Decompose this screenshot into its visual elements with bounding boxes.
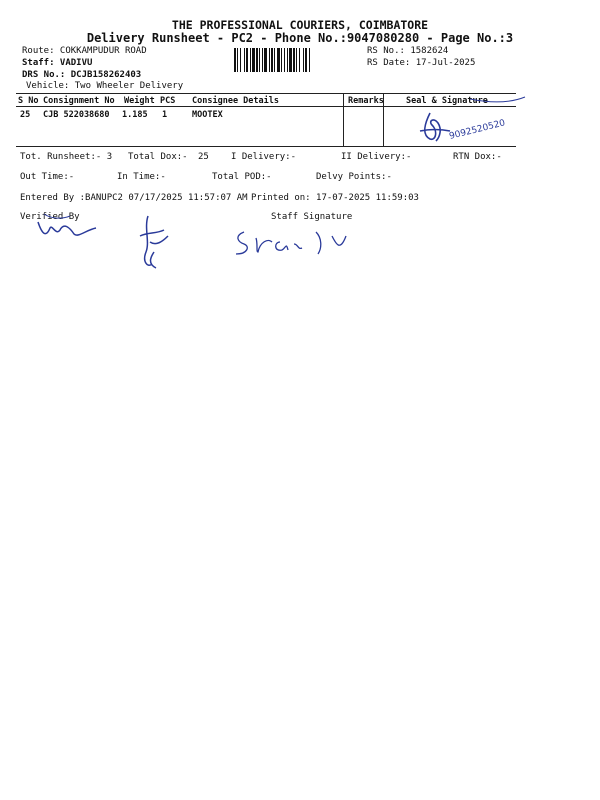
verifier-signature-1 [30, 208, 110, 243]
th-seal-signature: Seal & Signature [406, 96, 488, 106]
delvy-points: Delvy Points:- [316, 172, 392, 182]
staff-text: Staff: VADIVU [22, 58, 93, 68]
th-pcs: PCS [160, 96, 176, 106]
barcode-image [234, 48, 361, 72]
cell-sno: 25 [20, 110, 31, 120]
entered-by: Entered By :BANUPC2 07/17/2025 11:57:07 AM [20, 193, 248, 203]
staff-signature-handwriting [228, 222, 358, 262]
drs-number: DRS No.: DCJB158262403 [22, 70, 142, 80]
out-time: Out Time:- [20, 172, 75, 182]
i-delivery: I Delivery:- [231, 152, 297, 162]
tot-runsheet: Tot. Runsheet:- 3 [20, 152, 113, 162]
staff-signature-label: Staff Signature [271, 212, 353, 222]
in-time: In Time:- [117, 172, 166, 182]
cell-weight: 1.185 [122, 110, 148, 120]
th-weight: Weight [124, 96, 155, 106]
rtn-dox: RTN Dox:- [453, 152, 502, 162]
handwritten-phone: 9092520520 [448, 118, 507, 142]
printed-on: Printed on: 17-07-2025 11:59:03 [251, 193, 419, 203]
verifier-signature-2 [136, 212, 176, 274]
total-dox-value: 25 [198, 152, 209, 162]
company-title: THE PROFESSIONAL COURIERS, COIMBATORE [171, 18, 429, 32]
runsheet-subtitle: Delivery Runsheet - PC2 - Phone No.:9047080280 - Page No.:3 [86, 31, 514, 45]
route-text: Route: COKKAMPUDUR ROAD [22, 46, 147, 56]
cell-consignment: CJB 522038680 [43, 110, 110, 120]
th-consignment: Consignment No [43, 96, 115, 106]
ii-delivery: II Delivery:- [341, 152, 412, 162]
cell-consignee: MOOTEX [192, 110, 223, 120]
verified-by-label: Verified By [20, 212, 80, 222]
rs-date: RS Date: 17-Jul-2025 [367, 58, 476, 68]
rs-number: RS No.: 1582624 [367, 46, 449, 56]
total-pod: Total POD:- [212, 172, 272, 182]
th-consignee: Consignee Details [192, 96, 279, 106]
vehicle-text: Vehicle: Two Wheeler Delivery [26, 81, 184, 91]
th-remarks: Remarks [348, 96, 384, 106]
seal-signature-handwriting [410, 95, 540, 155]
th-sno: S No [18, 96, 39, 106]
total-dox-label: Total Dox:- [128, 152, 188, 162]
cell-pcs: 1 [162, 110, 168, 120]
